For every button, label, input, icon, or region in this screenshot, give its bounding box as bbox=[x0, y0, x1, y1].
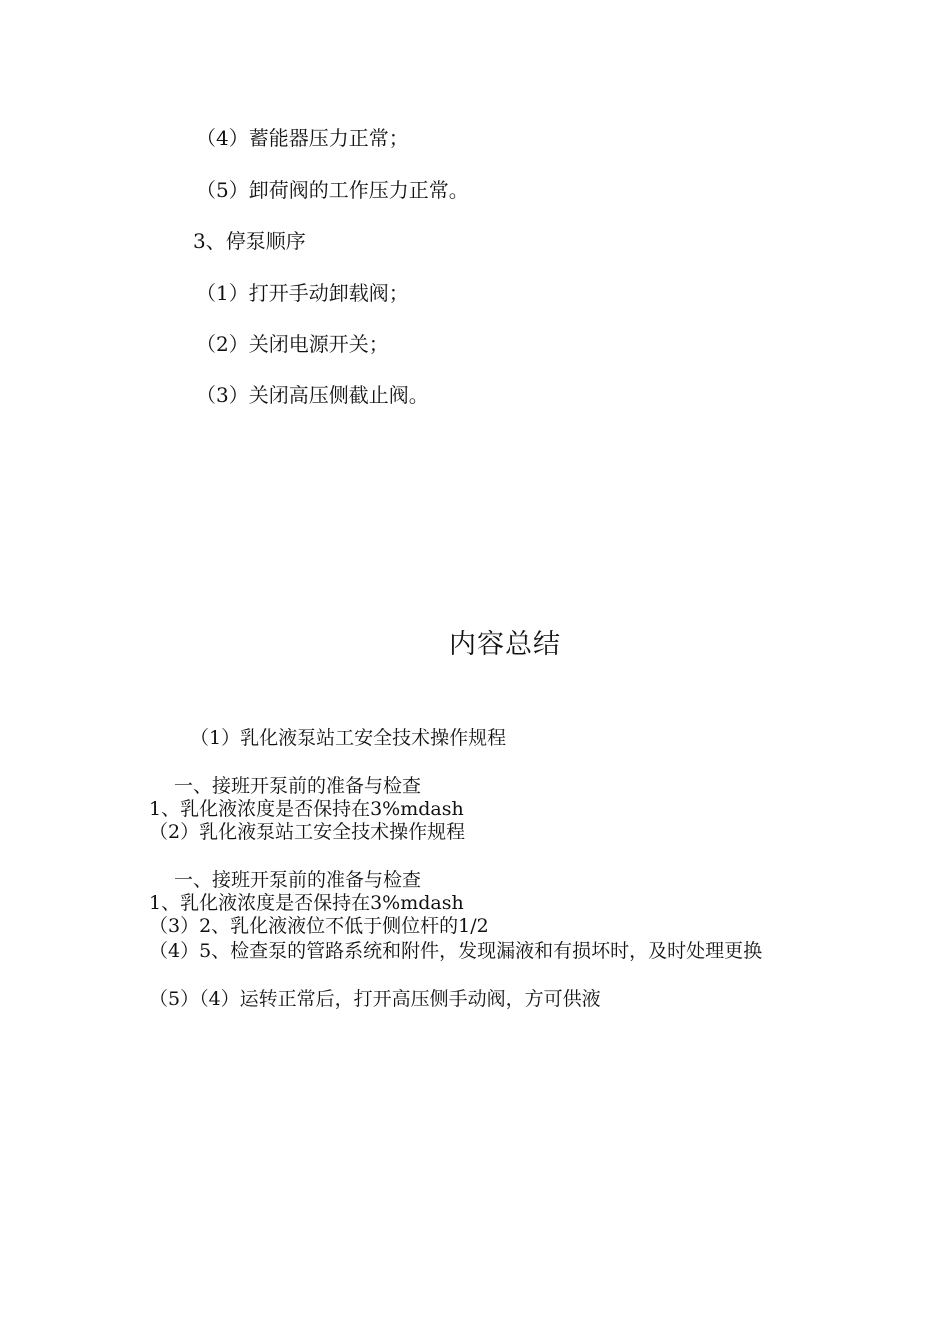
stop-step-1: （1）打开手动卸载阀； bbox=[196, 281, 409, 305]
section-3-stop-pump-sequence: 3、停泵顺序 bbox=[193, 229, 306, 253]
summary-line-1: （1）乳化液泵站工安全技术操作规程 bbox=[190, 727, 507, 749]
summary-line-4: （2）乳化液泵站工安全技术操作规程 bbox=[149, 821, 466, 843]
step-5-unloading-valve-pressure: （5）卸荷阀的工作压力正常。 bbox=[196, 178, 469, 202]
summary-line-6: 1、乳化液浓度是否保持在3%mdash bbox=[149, 892, 464, 914]
summary-line-8: （4）5、检查泵的管路系统和附件，发现漏液和有损坏时，及时处理更换 bbox=[149, 940, 763, 962]
summary-title: 内容总结 bbox=[449, 629, 561, 660]
stop-step-2: （2）关闭电源开关； bbox=[196, 332, 389, 356]
summary-line-9: （5）（4）运转正常后，打开高压侧手动阀，方可供液 bbox=[149, 988, 601, 1010]
summary-line-3: 1、乳化液浓度是否保持在3%mdash bbox=[149, 798, 464, 820]
stop-step-3: （3）关闭高压侧截止阀。 bbox=[196, 383, 429, 407]
summary-line-7: （3）2、乳化液液位不低于侧位杆的1/2 bbox=[149, 915, 489, 937]
summary-line-2: 一、接班开泵前的准备与检查 bbox=[174, 775, 422, 797]
summary-line-5: 一、接班开泵前的准备与检查 bbox=[174, 869, 422, 891]
step-4-accumulator-pressure: （4）蓄能器压力正常； bbox=[196, 126, 409, 150]
